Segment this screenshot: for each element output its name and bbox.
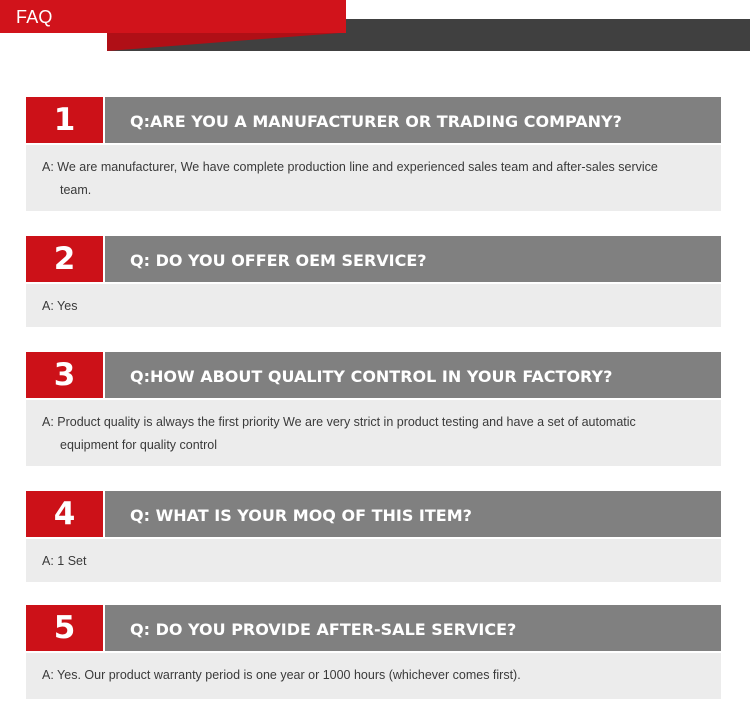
answer-box bbox=[26, 400, 721, 466]
answer-text: A: 1 Set bbox=[42, 554, 87, 568]
faq-item-5 bbox=[26, 605, 721, 699]
faq-item-1 bbox=[26, 97, 721, 211]
answer-box bbox=[26, 284, 721, 327]
answer-box bbox=[26, 653, 721, 699]
question-row bbox=[26, 352, 721, 398]
question-bar bbox=[105, 605, 721, 651]
faq-item-3 bbox=[26, 352, 721, 466]
faq-title: FAQ bbox=[16, 7, 53, 27]
question-number: 5 bbox=[26, 605, 103, 651]
question-bar bbox=[105, 352, 721, 398]
question-row bbox=[26, 236, 721, 282]
faq-item-4 bbox=[26, 491, 721, 582]
question-row bbox=[26, 491, 721, 537]
question-row bbox=[26, 97, 721, 143]
faq-header bbox=[0, 0, 750, 52]
question-text: Q:HOW ABOUT QUALITY CONTROL IN YOUR FACTORY? bbox=[130, 367, 613, 386]
question-text: Q:ARE YOU A MANUFACTURER OR TRADING COMPANY? bbox=[130, 112, 622, 131]
answer-box bbox=[26, 539, 721, 582]
question-text: Q: WHAT IS YOUR MOQ OF THIS ITEM? bbox=[130, 506, 472, 525]
question-bar bbox=[105, 491, 721, 537]
question-bar bbox=[105, 97, 721, 143]
faq-item-2 bbox=[26, 236, 721, 327]
answer-text: A: Yes. Our product warranty period is one year or 1000 hours (whichever comes first). bbox=[42, 668, 521, 682]
answer-text: A: Product quality is always the first priority We are very strict in product testing and have a set of automatic equipment for quality control bbox=[42, 415, 636, 452]
question-number: 3 bbox=[26, 352, 103, 398]
question-text: Q: DO YOU OFFER OEM SERVICE? bbox=[130, 251, 427, 270]
header-red-tab bbox=[0, 0, 346, 33]
question-row bbox=[26, 605, 721, 651]
answer-text: A: Yes bbox=[42, 299, 78, 313]
question-text: Q: DO YOU PROVIDE AFTER-SALE SERVICE? bbox=[130, 620, 517, 639]
answer-text: A: We are manufacturer, We have complete production line and experienced sales team and after-sales service team. bbox=[42, 160, 658, 197]
question-number: 4 bbox=[26, 491, 103, 537]
answer-box bbox=[26, 145, 721, 211]
question-number: 1 bbox=[26, 97, 103, 143]
question-number: 2 bbox=[26, 236, 103, 282]
question-bar bbox=[105, 236, 721, 282]
